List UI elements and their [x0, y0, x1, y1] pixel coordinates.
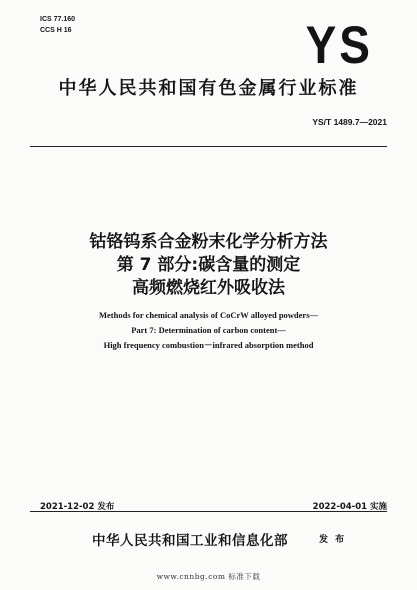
implementation-date: 2022-04-01 实施 [312, 502, 387, 512]
top-divider [30, 146, 387, 147]
chinese-title-line-3: 高频燃烧红外吸收法 [132, 278, 285, 298]
english-title [0, 308, 417, 353]
chinese-title-line-2: 第 7 部分:碳含量的测定 [116, 255, 301, 275]
ics-code: ICS 77.160 [40, 16, 76, 23]
issue-date: 2021-12-02 发布 [40, 502, 115, 512]
download-watermark: www.cnnbg.com 标准下载 [156, 572, 261, 581]
classification-codes [40, 14, 75, 36]
english-title-line-2: Part 7: Determination of carbon content— [131, 325, 286, 335]
chinese-title-line-1: 钴铬钨系合金粉末化学分析方法 [89, 232, 328, 252]
chinese-title [0, 231, 417, 300]
issuing-authority-suffix: 发 布 [319, 535, 347, 545]
standard-number: YS/T 1489.7—2021 [312, 117, 387, 127]
bottom-divider [30, 511, 387, 512]
standard-category-title: 中华人民共和国有色金属行业标准 [58, 78, 359, 99]
ccs-code: CCS H 16 [40, 27, 72, 34]
ys-logo: YS [305, 14, 373, 75]
english-title-line-1: Methods for chemical analysis of CoCrW alloyed powders— [98, 310, 319, 320]
issuing-authority: 中华人民共和国工业和信息化部 [92, 533, 288, 549]
english-title-line-3: High frequency combustion－infrared absorption method [103, 340, 314, 350]
